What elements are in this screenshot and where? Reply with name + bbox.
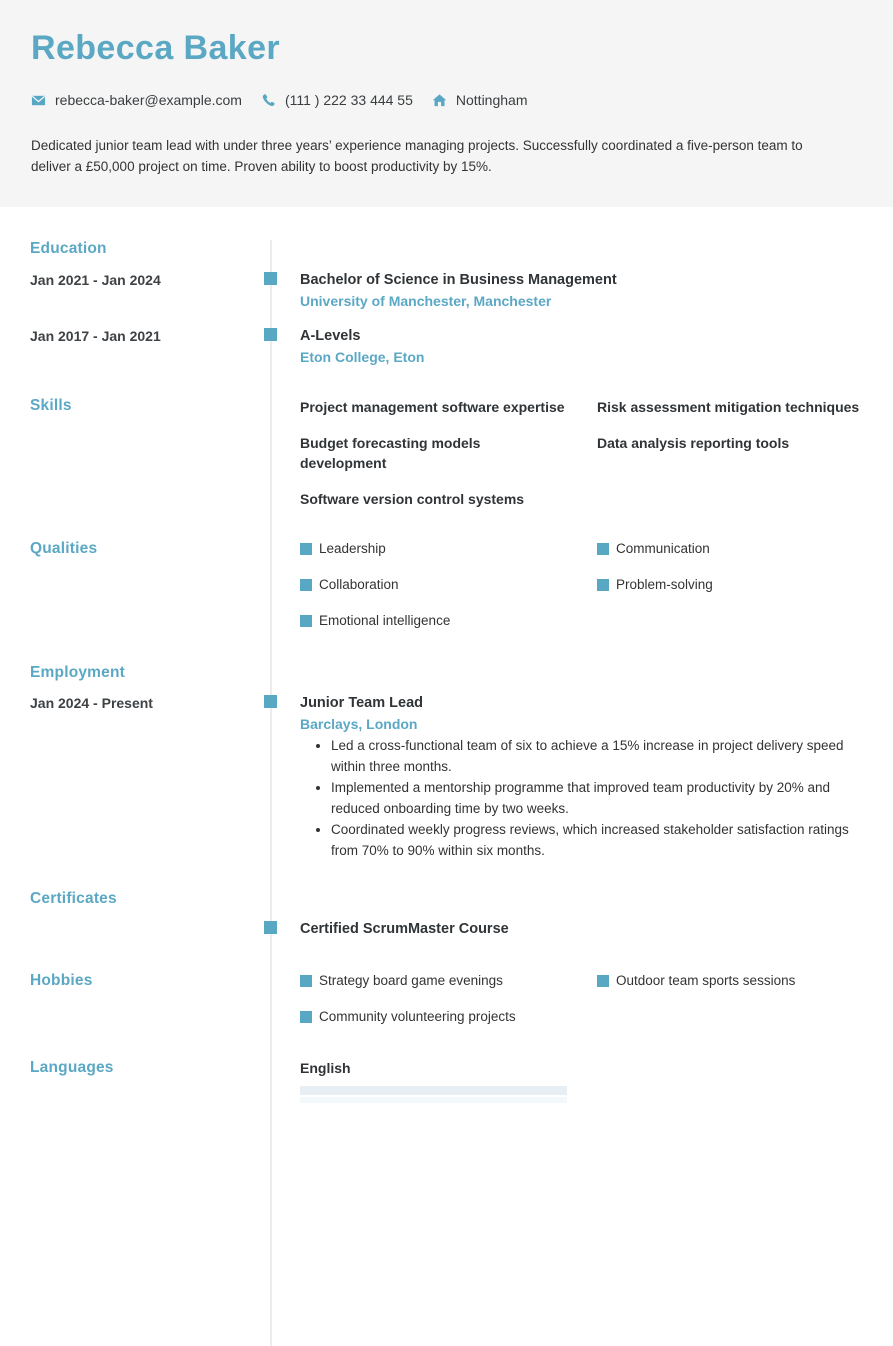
language-level-track — [300, 1086, 567, 1095]
bullet-square-icon — [300, 615, 312, 627]
education-entry — [0, 326, 893, 367]
school-name: Eton College, Eton — [300, 349, 425, 365]
language-level-bar — [300, 1086, 567, 1103]
contact-email-text: rebecca-baker@example.com — [55, 92, 242, 108]
quality-label: Communication — [616, 541, 710, 556]
skill-item: Software version control systems — [300, 491, 525, 507]
languages-heading: Languages — [30, 1059, 114, 1076]
contact-location-text: Nottingham — [455, 92, 528, 108]
quality-label: Collaboration — [319, 577, 399, 592]
resume-header — [0, 0, 893, 207]
hobby-item — [597, 972, 864, 989]
bullet-square-icon — [597, 975, 609, 987]
quality-label: Leadership — [319, 541, 386, 556]
contact-email — [31, 92, 242, 108]
qualities-grid — [270, 540, 893, 629]
contact-row — [31, 92, 863, 108]
contact-location — [432, 92, 528, 108]
bullet-square-icon — [597, 543, 609, 555]
degree-title: Bachelor of Science in Business Management — [300, 272, 617, 288]
hobby-item — [300, 1008, 567, 1025]
quality-item — [597, 576, 864, 593]
bullet-square-icon — [300, 579, 312, 591]
bullet-square-icon — [300, 975, 312, 987]
summary-text: Dedicated junior team lead with under three years’ experience managing projects. Successfully coordinated a five-person team to deliver a £50,000 project on time. Proven ability to boost productivity by 15%. — [31, 138, 803, 174]
achievement-item: • Coordinated weekly progress reviews, which increased stakeholder satisfaction ratings from 70% to 90% within six months. — [331, 819, 858, 861]
hobby-label: Strategy board game evenings — [319, 973, 503, 988]
quality-item — [300, 576, 567, 593]
skill-item: Data analysis reporting tools — [597, 435, 790, 451]
education-heading: Education — [30, 240, 107, 257]
home-icon — [432, 93, 447, 108]
bullet-square-icon — [300, 1011, 312, 1023]
language-level-track-shadow — [300, 1097, 567, 1103]
contact-phone — [261, 92, 413, 108]
hobbies-grid — [270, 972, 893, 1025]
resume-body — [0, 240, 893, 1346]
certificate-entry — [0, 919, 893, 939]
achievement-list — [300, 735, 864, 861]
degree-title: A-Levels — [300, 328, 361, 344]
certificates-heading: Certificates — [30, 890, 117, 907]
candidate-name: Rebecca Baker — [31, 29, 281, 67]
company-name: Barclays, London — [300, 716, 418, 732]
skill-item: Project management software expertise — [300, 399, 565, 415]
achievement-item: • Led a cross-functional team of six to achieve a 15% increase in project delivery speed within three months. — [331, 735, 858, 777]
school-name: University of Manchester, Manchester — [300, 293, 552, 309]
hobby-label: Community volunteering projects — [319, 1009, 516, 1024]
skill-item: Risk assessment mitigation techniques — [597, 399, 860, 415]
section-education — [0, 240, 893, 367]
section-skills — [0, 397, 893, 509]
quality-item — [300, 540, 567, 557]
hobby-item — [300, 972, 567, 989]
employment-entry — [0, 693, 893, 861]
language-name: English — [300, 1060, 351, 1076]
certificate-title: Certified ScrumMaster Course — [300, 921, 509, 937]
section-hobbies — [0, 972, 893, 1025]
section-employment — [0, 664, 893, 861]
quality-label: Emotional intelligence — [319, 613, 451, 628]
timeline-marker-icon — [264, 272, 277, 285]
phone-icon — [261, 93, 276, 108]
contact-phone-text: (111 ) 222 33 444 55 — [284, 92, 413, 108]
skills-heading: Skills — [30, 397, 72, 414]
entry-dates: Jan 2017 - Jan 2021 — [30, 328, 161, 344]
mail-icon — [31, 93, 46, 108]
bullet-square-icon — [300, 543, 312, 555]
employment-heading: Employment — [30, 664, 126, 681]
timeline-marker-icon — [264, 695, 277, 708]
entry-dates: Jan 2024 - Present — [30, 695, 153, 711]
education-entry — [0, 270, 893, 311]
job-title: Junior Team Lead — [300, 695, 424, 711]
quality-item — [300, 612, 567, 629]
achievement-item: • Implemented a mentorship programme that improved team productivity by 20% and reduced onboarding time by two weeks. — [331, 777, 858, 819]
timeline-marker-icon — [264, 921, 277, 934]
section-qualities — [0, 540, 893, 629]
section-certificates — [0, 890, 893, 939]
hobby-label: Outdoor team sports sessions — [616, 973, 796, 988]
skills-grid — [270, 397, 893, 509]
hobbies-heading: Hobbies — [30, 972, 93, 989]
bullet-square-icon — [597, 579, 609, 591]
quality-label: Problem-solving — [616, 577, 713, 592]
section-languages — [0, 1059, 893, 1103]
qualities-heading: Qualities — [30, 540, 98, 557]
timeline-marker-icon — [264, 328, 277, 341]
skill-item: Budget forecasting models development — [300, 435, 481, 471]
entry-dates: Jan 2021 - Jan 2024 — [30, 272, 161, 288]
quality-item — [597, 540, 864, 557]
